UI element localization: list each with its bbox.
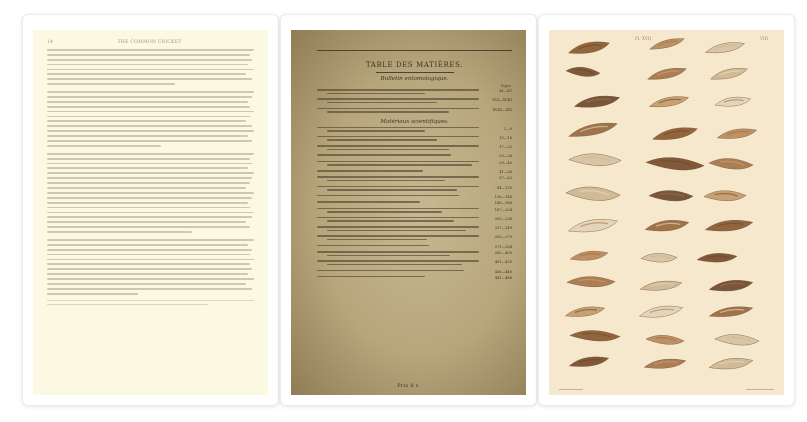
text-line bbox=[47, 116, 250, 118]
text-line bbox=[47, 78, 252, 80]
text-line bbox=[47, 153, 254, 155]
text-line bbox=[47, 96, 252, 98]
entry-text-line bbox=[327, 255, 450, 257]
book-page-contents bbox=[291, 30, 526, 395]
wing-specimen bbox=[569, 151, 622, 168]
plate-credits bbox=[559, 387, 774, 390]
text-line bbox=[47, 158, 250, 160]
wing-specimen bbox=[649, 36, 686, 51]
contents-entry bbox=[317, 170, 512, 174]
text-line bbox=[47, 244, 248, 246]
contents-entry bbox=[317, 195, 512, 199]
entry-text-line bbox=[327, 211, 442, 213]
running-head-title: THE COMMON CRICKET bbox=[117, 40, 182, 45]
entry-pages: 205—236 bbox=[494, 216, 512, 221]
wing-specimen bbox=[565, 305, 606, 318]
entry-pages: 149—166 bbox=[494, 201, 512, 206]
wing-specimen bbox=[570, 250, 609, 261]
entry-text-line bbox=[317, 208, 479, 210]
pages-column-label: Pages. bbox=[500, 84, 512, 88]
text-line bbox=[47, 59, 252, 61]
contents-entry bbox=[317, 186, 512, 193]
text-line bbox=[47, 49, 254, 51]
text-line bbox=[47, 221, 246, 223]
entry-text-line bbox=[327, 239, 427, 241]
entry-pages: 1—9 bbox=[503, 126, 512, 131]
entry-pages: 29—40 bbox=[499, 160, 512, 165]
entry-pages: XI—XV bbox=[499, 89, 512, 93]
text-line bbox=[47, 73, 246, 75]
text-line bbox=[47, 202, 248, 204]
wing-specimen bbox=[649, 95, 690, 109]
entry-pages: 401—435 bbox=[494, 260, 512, 265]
wing-specimen bbox=[705, 41, 746, 55]
contents-entry bbox=[317, 217, 512, 224]
top-rule bbox=[317, 50, 512, 51]
wing-specimen bbox=[641, 252, 678, 263]
wing-specimen bbox=[565, 183, 620, 204]
entry-text-line bbox=[327, 189, 457, 191]
section-heading-bulletin: Bulletin entomologique. bbox=[380, 76, 449, 82]
wing-specimen bbox=[640, 280, 683, 292]
text-line bbox=[47, 54, 250, 56]
text-line bbox=[47, 283, 246, 285]
wing-specimen bbox=[566, 64, 601, 79]
entry-pages: 285—400 bbox=[494, 251, 512, 256]
wing-specimen bbox=[567, 40, 610, 56]
contents-entry bbox=[317, 245, 512, 249]
entry-text-line bbox=[317, 260, 479, 262]
contents-entry bbox=[317, 260, 512, 267]
contents-entry bbox=[317, 108, 512, 115]
wing-specimen bbox=[705, 219, 754, 233]
materials-entries bbox=[317, 127, 512, 280]
text-line bbox=[47, 172, 254, 174]
contents-entry bbox=[317, 201, 512, 205]
footnote bbox=[47, 300, 254, 305]
wing-specimen bbox=[569, 355, 610, 368]
entry-pages: XVI—XVIII bbox=[492, 98, 512, 103]
text-line bbox=[47, 163, 252, 165]
text-line bbox=[47, 278, 254, 280]
text-line bbox=[47, 231, 192, 233]
text-line bbox=[47, 288, 252, 290]
wing-specimen bbox=[570, 328, 621, 343]
entry-pages: 57—63 bbox=[499, 176, 512, 181]
entry-text-line bbox=[317, 89, 479, 91]
entry-text-line bbox=[317, 217, 479, 219]
contents-entry bbox=[317, 89, 512, 96]
wing-specimen bbox=[649, 188, 694, 203]
entry-text-line bbox=[317, 136, 479, 138]
wing-specimen bbox=[646, 66, 687, 82]
entry-pages: 250—270 bbox=[494, 235, 512, 240]
wing-specimen bbox=[646, 154, 705, 174]
text-line bbox=[47, 120, 246, 122]
text-line bbox=[47, 239, 254, 241]
wing-specimen bbox=[646, 333, 685, 347]
text-line bbox=[47, 212, 254, 214]
book-page-text bbox=[33, 30, 268, 395]
entry-pages: 436—440 bbox=[494, 269, 512, 274]
entry-pages: 441—466 bbox=[494, 275, 512, 280]
wing-specimen bbox=[645, 219, 690, 232]
contents-entry bbox=[317, 208, 512, 215]
text-line bbox=[47, 216, 252, 218]
entry-text-line bbox=[317, 170, 423, 172]
body-text bbox=[33, 49, 268, 295]
entry-text-line bbox=[317, 270, 464, 272]
entry-text-line bbox=[317, 127, 479, 129]
contents-entry bbox=[317, 235, 512, 242]
contents-title: TABLE DES MATIÈRES. bbox=[365, 61, 464, 69]
entry-pages: 10—16 bbox=[499, 135, 512, 140]
wing-specimen bbox=[715, 332, 760, 348]
entry-text-line bbox=[317, 201, 420, 203]
contents-entry bbox=[317, 154, 512, 158]
entry-pages: 167—204 bbox=[494, 207, 512, 212]
entry-text-line bbox=[317, 161, 479, 163]
text-line bbox=[47, 268, 252, 270]
entry-text-line bbox=[317, 154, 451, 156]
text-line bbox=[47, 83, 175, 85]
text-line bbox=[47, 187, 246, 189]
entry-pages: 41—56 bbox=[499, 170, 512, 175]
contents-entry bbox=[317, 98, 512, 105]
entry-text-line bbox=[317, 195, 459, 197]
text-line bbox=[47, 135, 248, 137]
text-line bbox=[47, 207, 250, 209]
entry-text-line bbox=[327, 93, 425, 95]
entry-text-line bbox=[327, 111, 449, 113]
entry-pages: 64—135 bbox=[496, 185, 512, 190]
plate-number: VIII bbox=[760, 36, 768, 41]
entry-text-line bbox=[327, 220, 454, 222]
image-card-3[interactable] bbox=[538, 14, 795, 406]
wing-illustrations bbox=[549, 30, 784, 395]
running-header bbox=[33, 30, 268, 49]
entry-text-line bbox=[317, 176, 479, 178]
entry-text-line bbox=[317, 245, 429, 247]
contents-entry bbox=[317, 270, 512, 274]
page-number: 14 bbox=[47, 40, 54, 45]
text-line bbox=[47, 182, 250, 184]
entry-text-line bbox=[327, 230, 466, 232]
contents-entry bbox=[317, 251, 512, 258]
text-line bbox=[47, 111, 254, 113]
text-line bbox=[47, 249, 252, 251]
wing-specimen bbox=[709, 66, 748, 81]
entry-text-line bbox=[317, 186, 479, 188]
text-line bbox=[47, 91, 254, 93]
text-line bbox=[47, 101, 248, 103]
text-line bbox=[47, 125, 252, 127]
contents-entry bbox=[317, 276, 512, 280]
wing-specimen bbox=[697, 253, 737, 262]
bulletin-entries bbox=[317, 89, 512, 115]
wing-specimen bbox=[567, 275, 616, 289]
contents-entry bbox=[317, 127, 512, 134]
entry-text-line bbox=[317, 108, 479, 110]
entry-text-line bbox=[317, 145, 479, 147]
image-card-1[interactable] bbox=[22, 14, 279, 406]
contents-entry bbox=[317, 161, 512, 168]
image-card-2[interactable] bbox=[280, 14, 537, 406]
text-line bbox=[47, 130, 254, 132]
entry-text-line bbox=[327, 102, 437, 104]
wing-specimen bbox=[709, 357, 754, 370]
text-line bbox=[47, 145, 161, 147]
wing-specimen bbox=[704, 189, 747, 202]
title-rule bbox=[376, 72, 454, 73]
text-line bbox=[47, 192, 254, 194]
entry-text-line bbox=[317, 226, 479, 228]
wing-specimen bbox=[644, 358, 687, 370]
entry-text-line bbox=[327, 180, 445, 182]
wing-specimen bbox=[715, 96, 752, 107]
text-line bbox=[47, 293, 138, 295]
text-line bbox=[47, 177, 252, 179]
entry-text-line bbox=[327, 164, 472, 166]
wing-specimen bbox=[717, 127, 758, 140]
contents-entry bbox=[317, 176, 512, 183]
wing-specimen bbox=[567, 217, 618, 234]
contents-entry bbox=[317, 145, 512, 152]
wing-specimen bbox=[639, 304, 684, 319]
text-line bbox=[47, 64, 248, 66]
wing-specimen bbox=[709, 156, 754, 172]
contents-entry bbox=[317, 136, 512, 143]
wing-specimen bbox=[567, 120, 618, 139]
wing-specimen bbox=[574, 94, 621, 109]
wing-specimen bbox=[651, 125, 698, 142]
entry-pages: 23—28 bbox=[499, 154, 512, 159]
entry-text-line bbox=[327, 130, 425, 132]
text-line bbox=[47, 167, 248, 169]
plate-label: Pl. XVII bbox=[635, 36, 652, 41]
entry-text-line bbox=[317, 235, 479, 237]
section-heading-materials: Matériaux scientifiques. bbox=[380, 118, 449, 125]
entry-pages: XVIII—XIX bbox=[492, 107, 512, 112]
wing-specimen bbox=[709, 279, 754, 292]
entry-pages: 237—249 bbox=[494, 226, 512, 231]
contents-entry bbox=[317, 226, 512, 233]
text-line bbox=[47, 259, 254, 261]
entry-pages: 17—22 bbox=[499, 145, 512, 150]
wing-specimen bbox=[709, 305, 754, 318]
entry-text-line bbox=[327, 139, 437, 141]
text-line bbox=[47, 106, 250, 108]
entry-text-line bbox=[327, 149, 449, 151]
text-line bbox=[47, 226, 250, 228]
text-line bbox=[47, 254, 250, 256]
book-plate-wings bbox=[549, 30, 784, 395]
text-line bbox=[47, 69, 254, 71]
entry-text-line bbox=[317, 98, 479, 100]
text-line bbox=[47, 263, 250, 265]
entry-pages: 271—284 bbox=[494, 244, 512, 249]
text-line bbox=[47, 140, 252, 142]
entry-text-line bbox=[317, 276, 425, 278]
price-footer: Prix 8 r. bbox=[397, 383, 420, 389]
text-line bbox=[47, 197, 252, 199]
text-line bbox=[47, 273, 248, 275]
entry-text-line bbox=[317, 251, 479, 253]
entry-pages: 136—148 bbox=[494, 194, 512, 199]
entry-text-line bbox=[327, 264, 462, 266]
